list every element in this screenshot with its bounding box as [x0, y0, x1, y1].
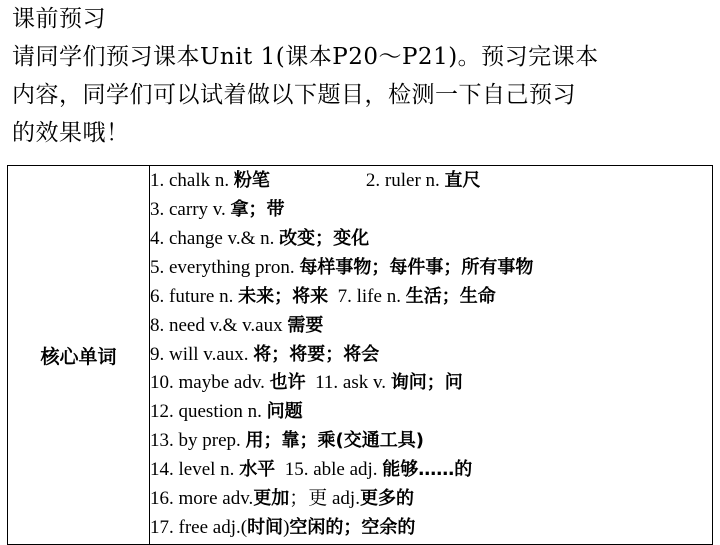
category-cell: [8, 166, 150, 545]
word-english: 12. question n.: [150, 401, 267, 423]
word-meaning: 每样事物；每件事；所有事物: [299, 256, 534, 278]
word-meaning: 将；将要；将会: [253, 343, 380, 365]
word-list: [150, 166, 713, 545]
word-english: 2. ruler n.: [365, 170, 445, 192]
vocab-row: [150, 369, 712, 398]
vocab-row: [150, 514, 712, 543]
word-meaning: 询问；问: [390, 372, 463, 394]
vocab-row: [150, 196, 712, 225]
vocab-row: [150, 485, 712, 514]
table-row: [8, 166, 713, 545]
intro-line-3: 的效果哦！: [12, 120, 130, 146]
word-meaning: 更加: [253, 488, 290, 509]
word-meaning: 时间: [247, 516, 284, 538]
vocab-row: [150, 341, 712, 370]
word-meaning: 问题: [266, 401, 303, 423]
word-english: 10. maybe adv.: [150, 372, 270, 394]
word-english: 4. change v.& n.: [150, 227, 280, 249]
vocab-row: [150, 456, 712, 485]
word-meaning: 直尺: [444, 170, 481, 192]
word-meaning: 未来；将来: [238, 285, 329, 307]
word-meaning: 更多的: [359, 488, 414, 509]
intro-text: [12, 0, 712, 152]
word-english: 5. everything pron.: [150, 256, 300, 278]
section-title: 课前预习: [12, 6, 106, 32]
word-english: ): [283, 516, 290, 538]
word-english: 14. level n.: [150, 459, 240, 481]
word-meaning: 需要: [287, 314, 324, 336]
word-english: 9. will v.aux.: [150, 343, 254, 365]
word-english: 1. chalk n.: [150, 170, 234, 192]
word-english: 6. future n.: [150, 285, 239, 307]
vocab-row: [150, 398, 712, 427]
word-meaning: 用；靠；乘(交通工具): [245, 430, 424, 452]
word-meaning: 空闲的；空余的: [289, 516, 416, 538]
vocabulary-table: [7, 165, 713, 545]
word-meaning: 能够……的: [382, 459, 473, 481]
word-meaning: 生活；生命: [405, 285, 496, 307]
word-english: 7. life n.: [337, 285, 406, 307]
word-meaning: 改变；变化: [279, 227, 370, 249]
word-meaning: 粉笔: [233, 170, 270, 192]
word-meaning: 也许: [269, 372, 306, 394]
word-english: 15. able adj.: [284, 459, 383, 481]
word-english: 3. carry v.: [150, 199, 231, 221]
category-label: 核心单词: [40, 345, 117, 368]
vocab-row: [150, 225, 712, 254]
vocab-row: [150, 167, 712, 196]
word-meaning: 拿；带: [230, 199, 285, 221]
word-english: ；更 adj.: [289, 488, 360, 509]
intro-line-2: 内容，同学们可以试着做以下题目，检测一下自己预习: [12, 82, 576, 108]
word-english: 8. need v.& v.aux: [150, 314, 288, 336]
intro-line-1: 请同学们预习课本Unit 1(课本P20～P21)。预习完课本: [12, 44, 599, 70]
word-meaning: 水平: [239, 459, 276, 481]
vocab-row: [150, 427, 712, 456]
word-english: 17. free adj.(: [150, 516, 248, 538]
word-english: 13. by prep.: [150, 430, 246, 452]
vocab-row: [150, 312, 712, 341]
word-english: 16. more adv.: [150, 488, 254, 509]
vocab-row: [150, 283, 712, 312]
vocab-row: [150, 254, 712, 283]
word-english: 11. ask v.: [315, 372, 391, 394]
